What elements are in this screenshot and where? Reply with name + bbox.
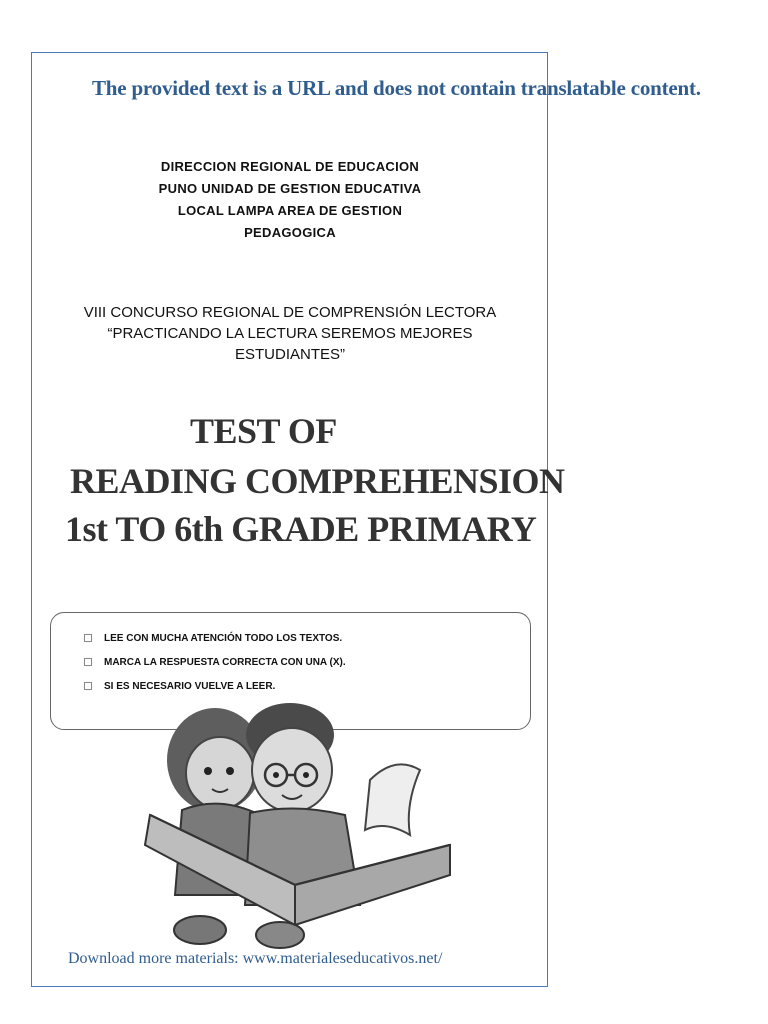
footer-download-link[interactable]: Download more materials: www.materialeseducativos.net/ (68, 950, 443, 967)
title-line-1: TEST OF (190, 411, 337, 451)
instruction-text: MARCA LA RESPUESTA CORRECTA CON UNA (X). (104, 656, 346, 668)
instructions-list (84, 626, 514, 698)
instruction-item (84, 650, 514, 674)
contest-line: ESTUDIANTES” (234, 346, 345, 363)
header-line: DIRECCION REGIONAL DE EDUCACION (160, 159, 420, 174)
children-reading-illustration (120, 695, 480, 957)
title-line-2: READING COMPREHENSION (70, 461, 565, 501)
contest-title (40, 302, 540, 365)
title-line-3: 1st TO 6th GRADE PRIMARY (65, 509, 537, 549)
header-line: PEDAGOGICA (244, 225, 336, 240)
checkbox-bullet-icon (84, 682, 92, 690)
contest-line: VIII CONCURSO REGIONAL DE COMPRENSIÓN LECTORA (83, 304, 497, 321)
contest-line: “PRACTICANDO LA LECTURA SEREMOS MEJORES (107, 325, 473, 342)
checkbox-bullet-icon (84, 634, 92, 642)
notice-heading: The provided text is a URL and does not contain translatable content. (92, 76, 701, 100)
checkbox-bullet-icon (84, 658, 92, 666)
instruction-text: SI ES NECESARIO VUELVE A LEER. (104, 680, 276, 692)
instruction-text: LEE CON MUCHA ATENCIÓN TODO LOS TEXTOS. (104, 632, 343, 644)
header-line: PUNO UNIDAD DE GESTION EDUCATIVA (158, 181, 422, 196)
instruction-item (84, 626, 514, 650)
institution-header (60, 156, 520, 244)
header-line: LOCAL LAMPA AREA DE GESTION (177, 203, 403, 218)
